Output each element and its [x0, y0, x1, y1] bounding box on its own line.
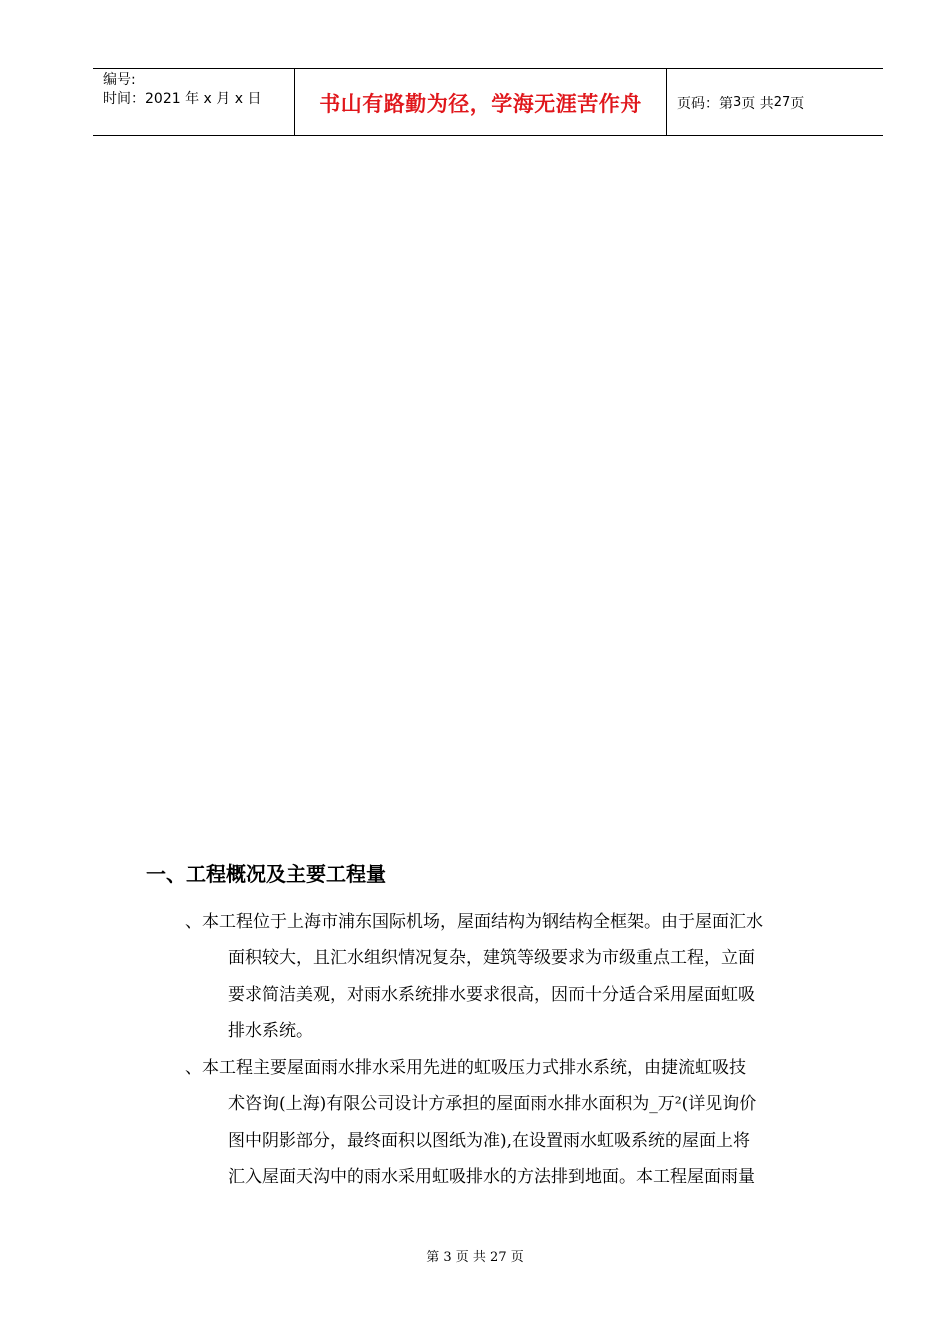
- paragraph-line: 汇入屋面天沟中的雨水采用虹吸排水的方法排到地面。本工程屋面雨量: [228, 1166, 755, 1187]
- page-info-suffix: 页: [790, 95, 805, 112]
- paragraph-line: 要求简洁美观，对雨水系统排水要求很高，因而十分适合采用屋面虹吸: [228, 984, 755, 1005]
- date-label: 时间：2021 年 x 月 x 日: [103, 91, 262, 107]
- page-info-mid: 页 共: [741, 95, 774, 112]
- paragraph-line: 面积较大，且汇水组织情况复杂，建筑等级要求为市级重点工程，立面: [228, 948, 755, 969]
- header-divider: [666, 69, 667, 136]
- page-header: [93, 68, 883, 136]
- header-page-info: [677, 69, 804, 136]
- paragraph-line: 、本工程位于上海市浦东国际机场，屋面结构为钢结构全框架。由于屋面汇水: [185, 912, 763, 932]
- header-meta: [103, 71, 261, 109]
- paragraph-line: 术咨询(上海)有限公司设计方承担的屋面雨水排水面积为_万²(详见询价: [228, 1094, 757, 1115]
- serial-number-label: 编号:: [103, 72, 136, 88]
- section-heading: 一、工程概况及主要工程量: [146, 862, 386, 886]
- paragraph: [185, 1050, 756, 1195]
- page-info-total: 27: [773, 95, 791, 110]
- header-motto: 书山有路勤为径，学海无涯苦作舟: [319, 91, 642, 116]
- paragraph-line: 、本工程主要屋面雨水排水采用先进的虹吸压力式排水系统，由捷流虹吸技: [185, 1058, 746, 1078]
- page-info-current: 3: [733, 95, 742, 110]
- paragraph-line: 图中阴影部分，最终面积以图纸为准),在设置雨水虹吸系统的屋面上将: [228, 1130, 751, 1151]
- paragraph: [185, 904, 763, 1049]
- page-footer: 第 3 页 共 27 页: [426, 1250, 524, 1265]
- page-info-prefix: 页码：第: [677, 95, 733, 112]
- paragraph-line: 排水系统。: [228, 1020, 313, 1041]
